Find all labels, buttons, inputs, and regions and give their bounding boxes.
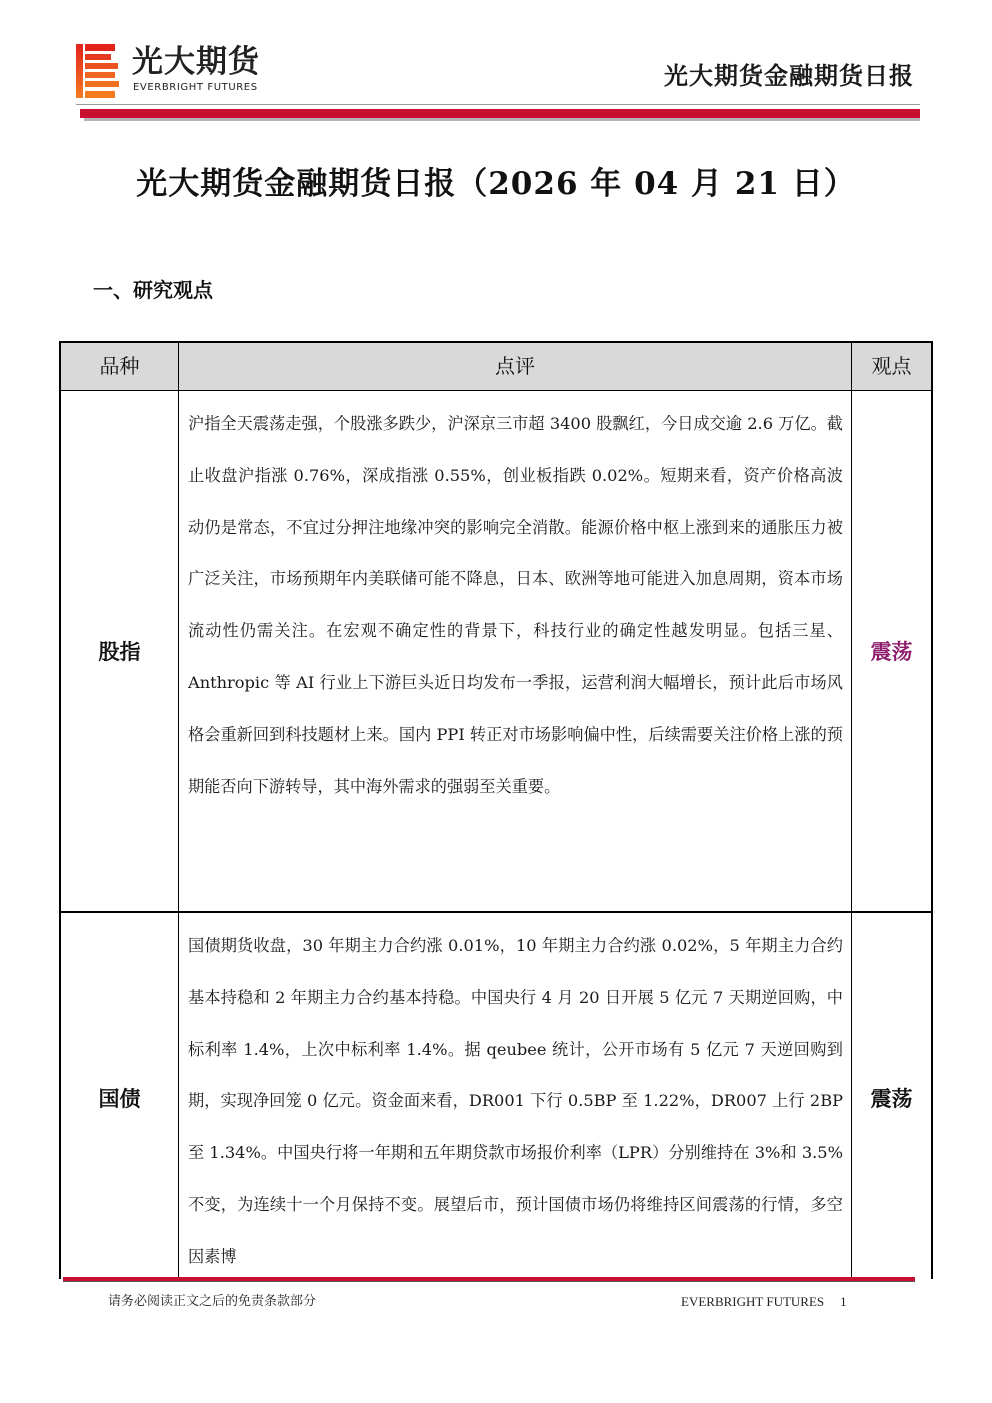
- footer-disclaimer: 请务必阅读正文之后的免责条款部分: [108, 1294, 317, 1309]
- footer-divider: [63, 1281, 915, 1282]
- header-comment: 点评: [178, 343, 851, 390]
- row-comment: 沪指全天震荡走强，个股涨多跌少，沪深京三市超 3400 股飘红，今日成交逾 2.6 万亿。截止收盘沪指涨 0.76%，深成指涨 0.55%，创业板指跌 0.02%。短期来看，资产价格高波动仍是常态，不宜过分押注地缘冲突的影响完全消散。能源价格中枢上涨到来的通胀压力被广泛关注，市场预期年内美联储可能不降息，日本、欧洲等地可能进入加息周期，资本市场流动性仍需关注。在宏观不确定性的背景下，科技行业的确定性越发明显。包括三星、Anthropic 等 AI 行业上下游巨头近日均发布一季报，运营利润大幅增长，预计此后市场风格会重新回到科技题材上来。国内 PPI 转正对市场影响偏中性，后续需要关注价格上涨的预期能否向下游转导，其中海外需求的强弱至关重要。: [178, 391, 851, 911]
- row-view: 震荡: [851, 391, 931, 911]
- row-view: 震荡: [851, 913, 931, 1279]
- research-views-table: [59, 341, 933, 1279]
- document-title: 光大期货金融期货日报（2026 年 04 月 21 日）: [136, 166, 856, 202]
- company-logo: [76, 44, 296, 100]
- header-accent-bar: [80, 109, 920, 118]
- row-variety: 国债: [98, 1086, 141, 1111]
- footer-brand-name: EVERBRIGHT FUTURES: [681, 1294, 825, 1309]
- header-variety: 品种: [99, 354, 140, 378]
- page-header: [0, 0, 992, 130]
- logo-english-name: EVERBRIGHT FUTURES: [133, 82, 258, 93]
- section-heading: 一、研究观点: [93, 278, 213, 302]
- row-comment: 国债期货收盘，30 年期主力合约涨 0.01%，10 年期主力合约涨 0.02%，5 年期主力合约基本持稳和 2 年期主力合约基本持稳。中国央行 4 月 20 日开展 5 亿元 7 天期逆回购，中标利率 1.4%，上次中标利率 1.4%。据 qeubee 统计，公开市场有 5 亿元 7 天逆回购到期，实现净回笼 0 亿元。资金面来看，DR001 下行 0.5BP 至 1.22%，DR007 上行 2BP 至 1.34%。中国央行将一年期和五年期贷款市场报价利率（LPR）分别维持在 3%和 3.5%不变，为连续十一个月保持不变。展望后市，预计国债市场仍将维持区间震荡的行情，多空因素博: [178, 913, 851, 1279]
- header-accent-shadow: [84, 118, 920, 121]
- table-row: [61, 391, 931, 913]
- table-row: [61, 913, 931, 1279]
- header-title: 光大期货金融期货日报: [664, 61, 914, 90]
- header-view: 观点: [851, 343, 931, 390]
- page-number: 1: [840, 1294, 847, 1309]
- footer-brand: [681, 1293, 847, 1311]
- row-variety: 股指: [98, 639, 141, 664]
- header-divider: [76, 104, 920, 105]
- logo-icon: [76, 44, 120, 98]
- table-header-row: [61, 343, 931, 391]
- logo-chinese-name: 光大期货: [132, 44, 260, 80]
